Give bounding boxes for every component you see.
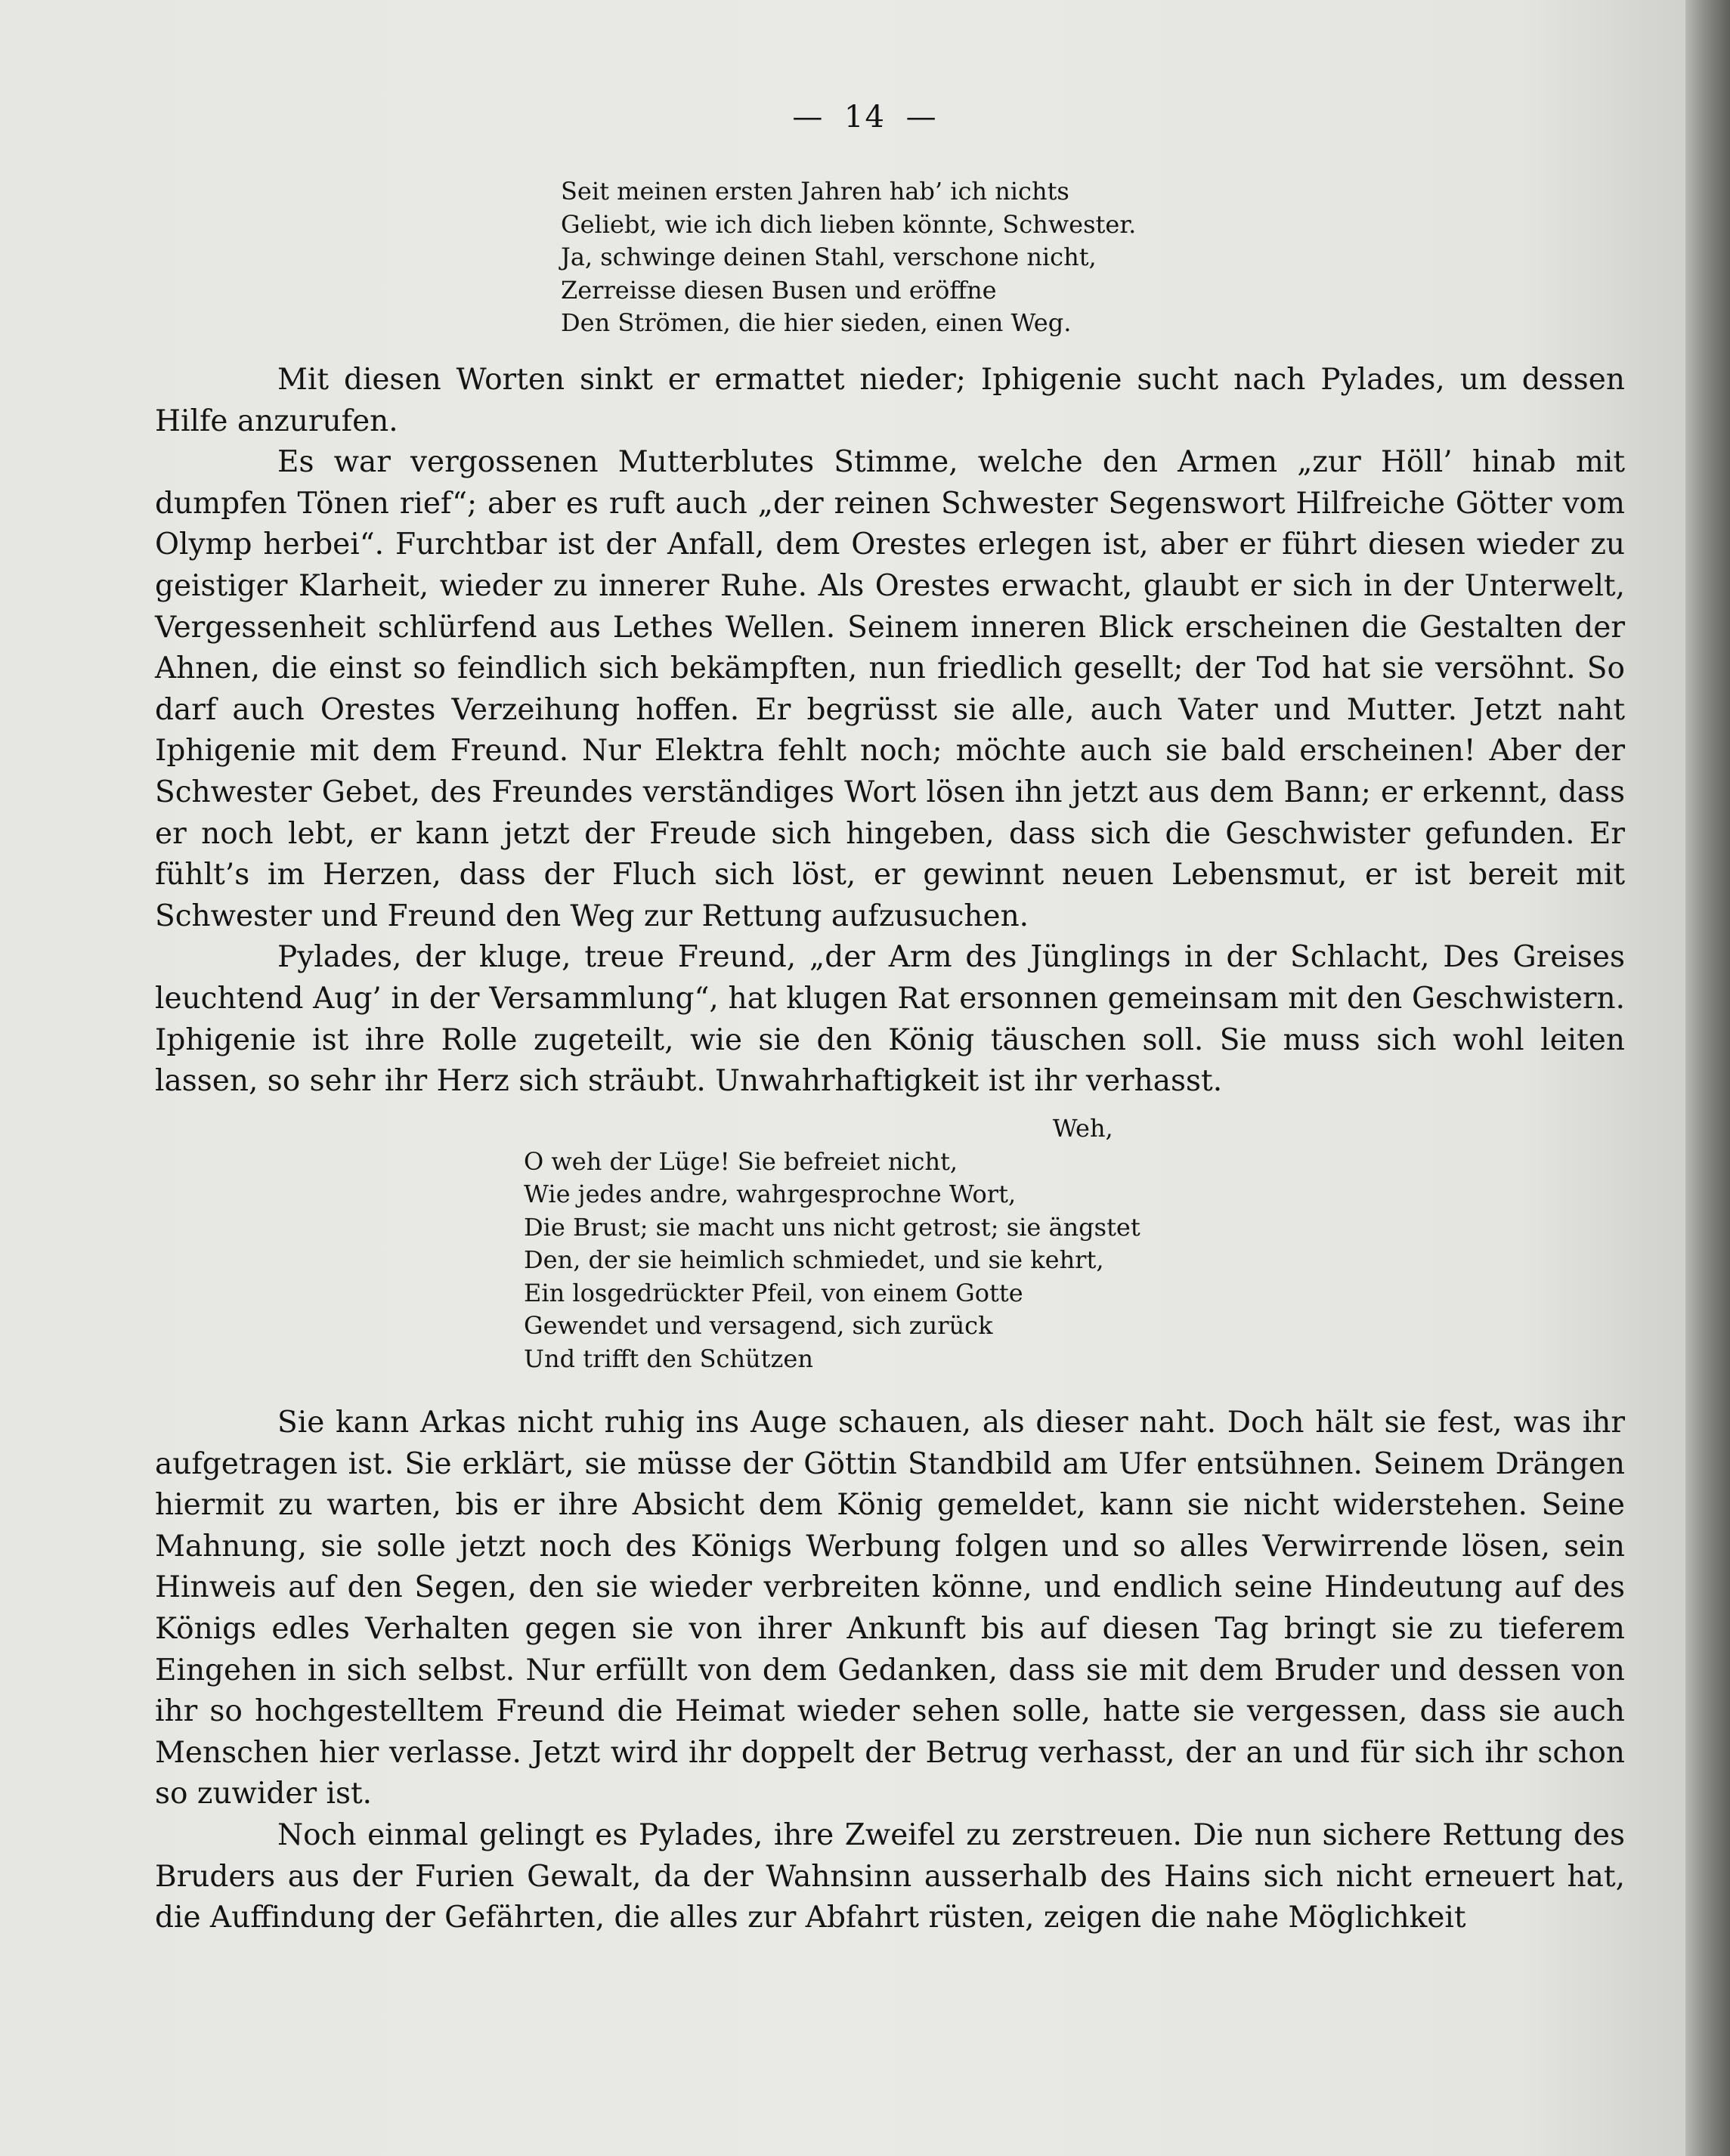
- verse-line: Zerreisse diesen Busen und eröffne: [561, 275, 997, 305]
- verse-line: Die Brust; sie macht uns nicht getrost; sie ängstet: [524, 1212, 1140, 1242]
- verse-line: Seit meinen ersten Jahren hab’ ich nichts: [561, 177, 1069, 206]
- verse-line: Ja, schwinge deinen Stahl, verschone nicht,: [561, 243, 1097, 271]
- paragraph: Es war vergossenen Mutterblutes Stimme, welche den Armen „zur Höll’ hinab mit dumpfen Tönen rief“; aber es ruft auch „der reinen Schwester Segenswort Hilfreiche Götter vom Olymp herbei“. Furchtbar ist der Anfall, dem Orestes erlegen ist, aber er führt diesen wieder zu geistiger Klarheit, wieder zu innerer Ruhe. Als Orestes erwacht, glaubt er sich in der Unterwelt, Vergessenheit schlürfend aus Lethes Wellen. Seinem inneren Blick erscheinen die Gestalten der Ahnen, die einst so feindlich sich bekämpften, nun friedlich gesellt; der Tod hat sie versöhnt. So darf auch Orestes Verzeihung hoffen. Er begrüsst sie alle, auch Vater und Mutter. Jetzt naht Iphigenie mit dem Freund. Nur Elektra fehlt noch; möchte auch sie bald erscheinen! Aber der Schwester Gebet, des Freundes verständiges Wort lösen ihn jetzt aus dem Bann; er erkennt, dass er noch lebt, er kann jetzt der Freude sich hingeben, dass sich die Geschwister gefunden. Er fühlt’s im Herzen, dass der Fluch sich löst, er gewinnt neuen Lebensmut, er ist bereit mit Schwester und Freund den Weg zur Rettung aufzusuchen.: [155, 445, 1625, 933]
- body-text-lower: [155, 1403, 1625, 1939]
- paragraph: Pylades, der kluge, treue Freund, „der Arm des Jünglings in der Schlacht, Des Greises leuchtend Aug’ in der Versammlung“, hat klugen Rat ersonnen gemeinsam mit den Geschwistern. Iphigenie ist ihre Rolle zugeteilt, wie sie den König täuschen soll. Sie muss sich wohl leiten lassen, so sehr ihr Herz sich sträubt. Unwahrhaftigkeit ist ihr verhasst.: [155, 940, 1625, 1099]
- page-number-value: 14: [844, 100, 886, 135]
- verse-quote-orestes: [561, 175, 1136, 340]
- paragraph: Mit diesen Worten sinkt er ermattet nieder; Iphigenie sucht nach Pylades, um dessen Hilfe anzurufen.: [155, 363, 1625, 438]
- paragraph: Noch einmal gelingt es Pylades, ihre Zweifel zu zerstreuen. Die nun sichere Rettung des Bruders aus der Furien Gewalt, da der Wahnsinn ausserhalb des Hains sich nicht erneuert hat, die Auffindung der Gefährten, die alles zur Abfahrt rüsten, zeigen die nahe Möglichkeit: [155, 1817, 1625, 1935]
- verse-line: Geliebt, wie ich dich lieben könnte, Schwester.: [561, 209, 1137, 239]
- body-text-upper: [155, 360, 1625, 1103]
- verse-line: O weh der Lüge! Sie befreiet nicht,: [524, 1146, 958, 1176]
- verse-line-first: Weh,: [1052, 1114, 1113, 1143]
- verse-line: Den Strömen, die hier sieden, einen Weg.: [561, 308, 1072, 337]
- page-number: [0, 100, 1730, 135]
- verse-line: Und trifft den Schützen: [524, 1344, 813, 1373]
- book-spine-shadow: [1685, 0, 1730, 2156]
- verse-line: Den, der sie heimlich schmiedet, und sie kehrt,: [524, 1245, 1104, 1274]
- verse-line: Wie jedes andre, wahrgesprochne Wort,: [524, 1180, 1017, 1208]
- verse-line: Ein losgedrückter Pfeil, von einem Gotte: [524, 1278, 1023, 1307]
- paragraph: Sie kann Arkas nicht ruhig ins Auge schauen, als dieser naht. Doch hält sie fest, was ihr aufgetragen ist. Sie erklärt, sie müsse der Göttin Standbild am Ufer entsühnen. Seinem Drängen hiermit zu warten, bis er ihre Absicht dem König gemeldet, kann sie nicht widerstehen. Seine Mahnung, sie solle jetzt noch des Königs Werbung folgen und so alles Verwirrende lösen, sein Hinweis auf den Segen, den sie wieder verbreiten könne, und endlich seine Hindeutung auf des Königs edles Verhalten gegen sie von ihrer Ankunft bis auf diesen Tag bringt sie zu tieferem Eingehen in sich selbst. Nur erfüllt von dem Gedanken, dass sie mit dem Bruder und dessen von ihr so hochgestelltem Freund die Heimat wieder sehen solle, hatte sie vergessen, dass sie auch Menschen hier verlasse. Jetzt wird ihr doppelt der Betrug verhasst, der an und für sich ihr schon so zuwider ist.: [155, 1406, 1625, 1811]
- page-number-dash-left: —: [792, 100, 825, 135]
- page-number-dash-right: —: [905, 100, 938, 135]
- verse-quote-iphigenie: [524, 1112, 1140, 1375]
- verse-line: Gewendet und versagend, sich zurück: [524, 1311, 993, 1340]
